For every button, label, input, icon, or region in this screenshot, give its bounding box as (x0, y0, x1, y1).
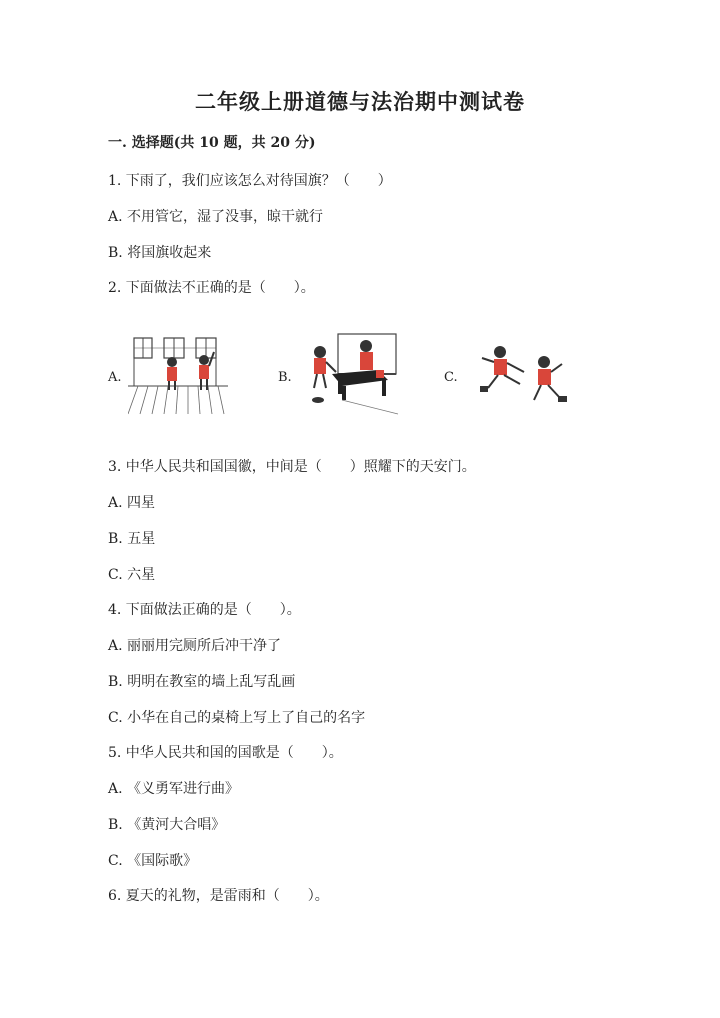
question-2-image-options (108, 328, 578, 420)
question-6-stem: 6. 夏天的礼物，是雷雨和（ ）。 (108, 888, 329, 904)
question-3-option-c[interactable]: C. 六星 (108, 567, 156, 583)
question-3-option-b[interactable]: B. 五星 (108, 531, 156, 547)
question-4-option-c[interactable]: C. 小华在自己的桌椅上写上了自己的名字 (108, 710, 366, 726)
page-title: 二年级上册道德与法治期中测试卷 (195, 89, 525, 114)
question-1-option-b[interactable]: B. 将国旗收起来 (108, 245, 212, 261)
question-5-option-c[interactable]: C. 《国际歌》 (108, 853, 198, 869)
question-2-option-a-image[interactable] (128, 328, 238, 420)
question-2-option-b-image[interactable] (298, 328, 408, 420)
question-2-option-b-label[interactable]: B. (278, 370, 292, 385)
question-5-option-a[interactable]: A. 《义勇军进行曲》 (108, 781, 240, 797)
question-5-stem: 5. 中华人民共和国的国歌是（ ）。 (108, 745, 343, 761)
question-3-stem: 3. 中华人民共和国国徽，中间是（ ）照耀下的天安门。 (108, 459, 476, 475)
question-2-option-c-image[interactable] (468, 328, 578, 420)
section-heading: 一. 选择题(共 10 题，共 20 分) (108, 135, 316, 151)
question-4-stem: 4. 下面做法正确的是（ ）。 (108, 602, 301, 618)
question-1-option-a[interactable]: A. 不用管它，湿了没事，晾干就行 (108, 209, 324, 225)
question-2-stem: 2. 下面做法不正确的是（ ）。 (108, 280, 315, 296)
question-3-option-a[interactable]: A. 四星 (108, 495, 156, 511)
question-1-stem: 1. 下雨了，我们应该怎么对待国旗？（ ） (108, 173, 392, 189)
question-2-option-a-label[interactable]: A. (108, 370, 122, 385)
question-4-option-a[interactable]: A. 丽丽用完厕所后冲干净了 (108, 638, 282, 654)
question-5-option-b[interactable]: B. 《黄河大合唱》 (108, 817, 226, 833)
question-2-option-c-label[interactable]: C. (444, 370, 458, 385)
question-4-option-b[interactable]: B. 明明在教室的墙上乱写乱画 (108, 674, 296, 690)
